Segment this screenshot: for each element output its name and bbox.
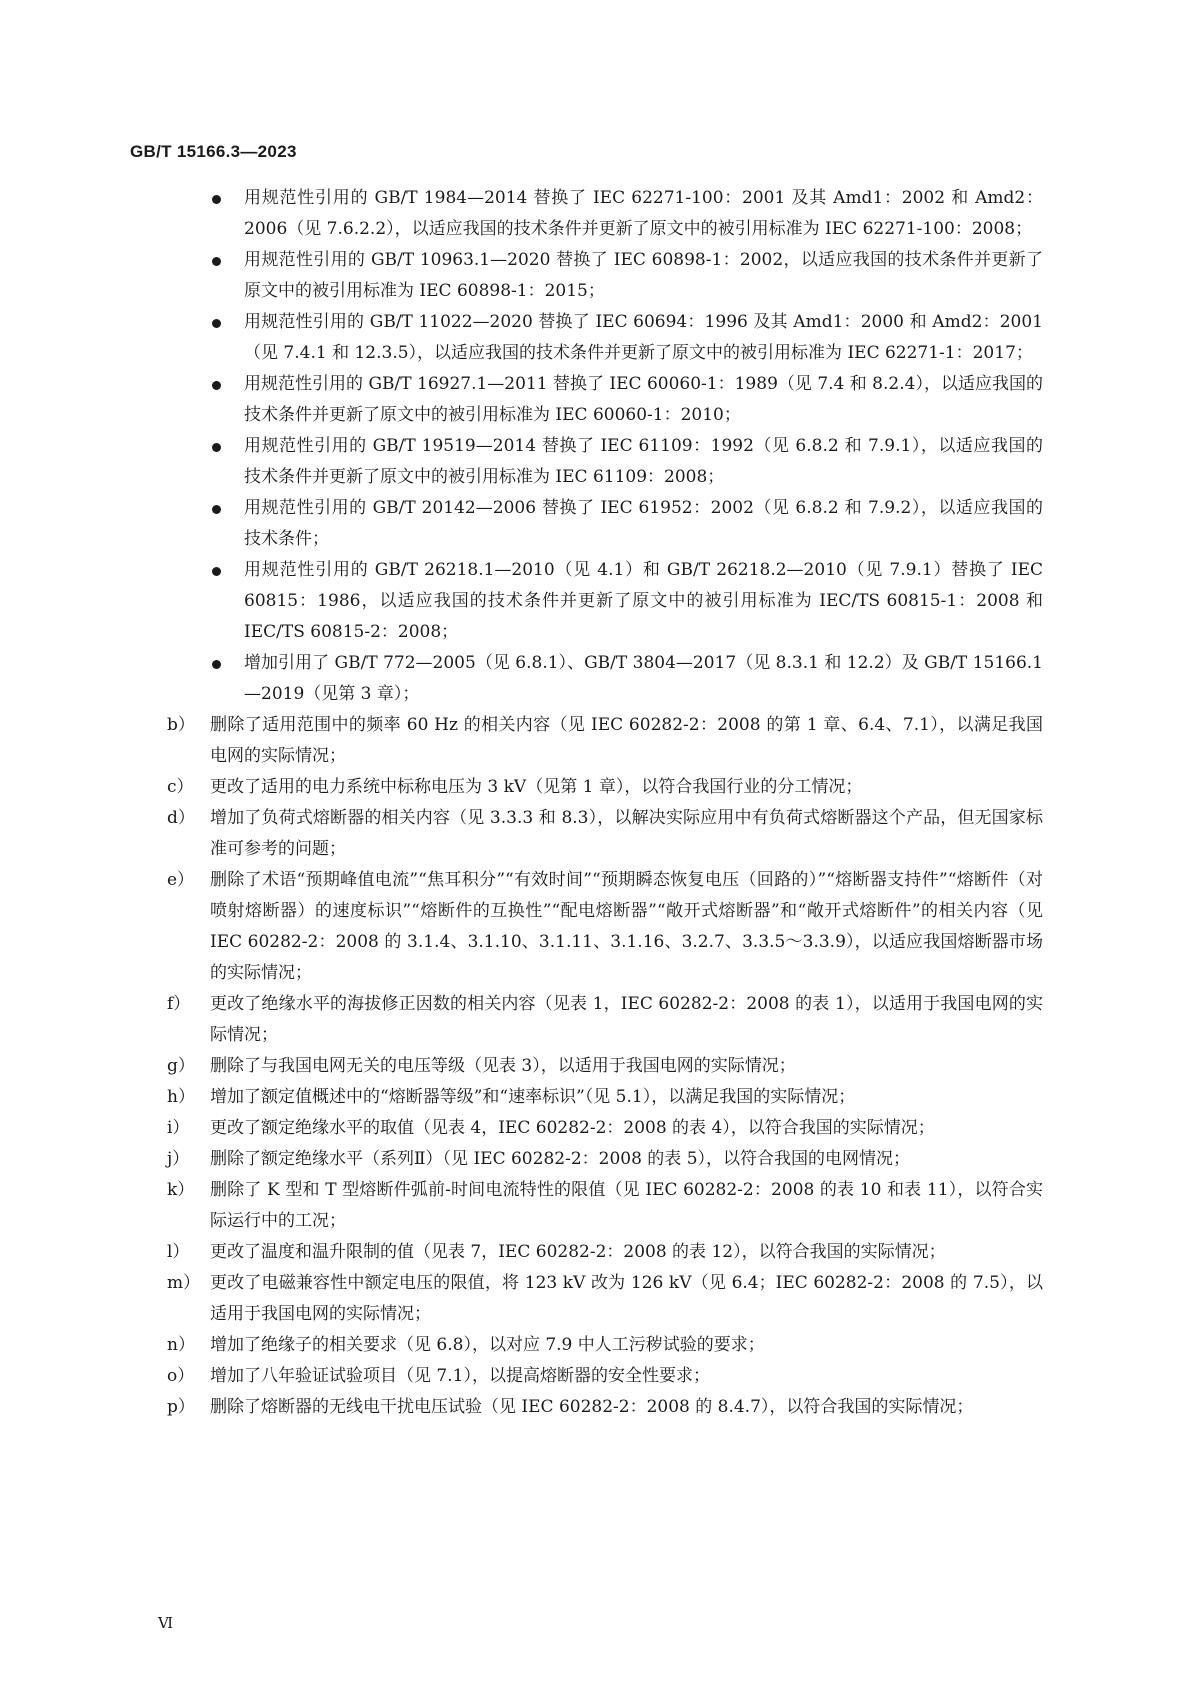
list-item (167, 803, 1043, 865)
bullet-text: 增加引用了 GB/T 772—2005（见 6.8.1）、GB/T 3804—2017（见 8.3.1 和 12.2）及 GB/T 15166.1—2019（见第 3 章）； (244, 653, 1043, 704)
list-item-text: 删除了术语“预期峰值电流”“焦耳积分”“有效时间”“预期瞬态恢复电压（回路的）”“熔断器支持件”“熔断件（对喷射熔断器）的速度标识”“熔断件的互换性”“配电熔断器”“敞开式熔断器”和“敞开式熔断件”的相关内容（见 IEC 60282-2：2008 的 3.1.4、3.1.10、3.1.11、3.1.16、3.2.7、3.3.5～3.3.9），以适应我国熔断器市场的实际情况； (210, 870, 1043, 983)
bullet-item (167, 555, 1043, 648)
bullet-dot-icon (212, 195, 221, 204)
list-item (167, 1361, 1043, 1392)
list-item-text: 更改了温度和温升限制的值（见表 7，IEC 60282-2：2008 的表 12），以符合我国的实际情况； (210, 1242, 946, 1262)
list-item-text: 增加了八年验证试验项目（见 7.1），以提高熔断器的安全性要求； (210, 1366, 710, 1386)
bullet-item (167, 183, 1043, 245)
bullet-item (167, 245, 1043, 307)
list-item-text: 更改了额定绝缘水平的取值（见表 4，IEC 60282-2：2008 的表 4），以符合我国的实际情况； (210, 1118, 935, 1138)
list-item-label: e） (167, 870, 195, 890)
list-item (167, 710, 1043, 772)
list-item (167, 1175, 1043, 1237)
list-item (167, 1268, 1043, 1330)
list-item (167, 1144, 1043, 1175)
list-item-text: 增加了负荷式熔断器的相关内容（见 3.3.3 和 8.3），以解决实际应用中有负荷式熔断器这个产品，但无国家标准可参考的问题； (210, 808, 1043, 859)
list-item-label: d） (167, 808, 195, 828)
list-item-text: 更改了电磁兼容性中额定电压的限值，将 123 kV 改为 126 kV（见 6.4；IEC 60282-2：2008 的 7.5），以适用于我国电网的实际情况； (210, 1273, 1043, 1324)
document-header: GB/T 15166.3—2023 (130, 142, 297, 161)
list-item-label: i） (167, 1118, 190, 1138)
bullet-item (167, 648, 1043, 710)
bullet-dot-icon (212, 567, 221, 576)
page-number: Ⅵ (158, 1614, 174, 1632)
list-item-label: m） (167, 1273, 201, 1293)
list-item-text: 删除了 K 型和 T 型熔断件弧前-时间电流特性的限值（见 IEC 60282-2：2008 的表 10 和表 11），以符合实际运行中的工况； (210, 1180, 1043, 1231)
list-item (167, 772, 1043, 803)
list-item-label: p） (167, 1397, 195, 1417)
bullet-text: 用规范性引用的 GB/T 26218.1—2010（见 4.1）和 GB/T 26218.2—2010（见 7.9.1）替换了 IEC 60815：1986，以适应我国的技术条件并更新了原文中的被引用标准为 IEC/TS 60815-1：2008 和 IEC/TS 60815-2：2008； (244, 560, 1043, 642)
list-item-label: f） (167, 994, 191, 1014)
list-item (167, 865, 1043, 989)
list-item (167, 1237, 1043, 1268)
list-item-label: j） (167, 1149, 190, 1169)
bullet-item (167, 431, 1043, 493)
bullet-item (167, 493, 1043, 555)
bullet-dot-icon (212, 381, 221, 390)
bullet-text: 用规范性引用的 GB/T 20142—2006 替换了 IEC 61952：2002（见 6.8.2 和 7.9.2），以适应我国的技术条件； (244, 498, 1043, 549)
bullet-dot-icon (212, 505, 221, 514)
list-item (167, 1392, 1043, 1423)
list-item-text: 更改了绝缘水平的海拔修正因数的相关内容（见表 1，IEC 60282-2：2008 的表 1），以适用于我国电网的实际情况； (210, 994, 1043, 1045)
bullet-dot-icon (212, 660, 221, 669)
list-item-text: 删除了适用范围中的频率 60 Hz 的相关内容（见 IEC 60282-2：2008 的第 1 章、6.4、7.1），以满足我国电网的实际情况； (210, 715, 1043, 766)
list-item (167, 1051, 1043, 1082)
list-item-text: 更改了适用的电力系统中标称电压为 3 kV（见第 1 章），以符合我国行业的分工情况； (210, 777, 863, 797)
list-item (167, 1330, 1043, 1361)
bullet-text: 用规范性引用的 GB/T 11022—2020 替换了 IEC 60694：1996 及其 Amd1：2000 和 Amd2：2001（见 7.4.1 和 12.3.5），以适应我国的技术条件并更新了原文中的被引用标准为 IEC 62271-1：2017； (244, 312, 1043, 363)
document-body (167, 183, 1043, 1423)
bullet-text: 用规范性引用的 GB/T 10963.1—2020 替换了 IEC 60898-1：2002，以适应我国的技术条件并更新了原文中的被引用标准为 IEC 60898-1：2015； (244, 250, 1043, 301)
list-item (167, 1082, 1043, 1113)
bullet-text: 用规范性引用的 GB/T 1984—2014 替换了 IEC 62271-100：2001 及其 Amd1：2002 和 Amd2：2006（见 7.6.2.2），以适应我国的技术条件并更新了原文中的被引用标准为 IEC 62271-100：2008； (244, 188, 1043, 239)
list-item-label: h） (167, 1087, 195, 1107)
list-item-label: c） (167, 777, 194, 797)
bullet-dot-icon (212, 257, 221, 266)
list-item-label: g） (167, 1056, 195, 1076)
list-item-text: 删除了与我国电网无关的电压等级（见表 3），以适用于我国电网的实际情况； (210, 1056, 796, 1076)
bullet-item (167, 369, 1043, 431)
bullet-text: 用规范性引用的 GB/T 19519—2014 替换了 IEC 61109：1992（见 6.8.2 和 7.9.1），以适应我国的技术条件并更新了原文中的被引用标准为 IEC 61109：2008； (244, 436, 1043, 487)
list-item (167, 1113, 1043, 1144)
list-item-label: n） (167, 1335, 195, 1355)
list-item-label: k） (167, 1180, 195, 1200)
bullet-item (167, 307, 1043, 369)
list-item-text: 删除了熔断器的无线电干扰电压试验（见 IEC 60282-2：2008 的 8.4.7），以符合我国的实际情况； (210, 1397, 974, 1417)
list-item-text: 增加了绝缘子的相关要求（见 6.8），以对应 7.9 中人工污秽试验的要求； (210, 1335, 765, 1355)
list-item-text: 删除了额定绝缘水平（系列Ⅱ）（见 IEC 60282-2：2008 的表 5），以符合我国的电网情况； (210, 1149, 911, 1169)
list-item-text: 增加了额定值概述中的“熔断器等级”和“速率标识”（见 5.1），以满足我国的实际情况； (210, 1087, 856, 1107)
bullet-dot-icon (212, 319, 221, 328)
bullet-text: 用规范性引用的 GB/T 16927.1—2011 替换了 IEC 60060-1：1989（见 7.4 和 8.2.4），以适应我国的技术条件并更新了原文中的被引用标准为 IEC 60060-1：2010； (244, 374, 1043, 425)
list-item-label: l） (167, 1242, 190, 1262)
list-item-label: o） (167, 1366, 195, 1386)
list-item (167, 989, 1043, 1051)
list-item-label: b） (167, 715, 195, 735)
bullet-dot-icon (212, 443, 221, 452)
